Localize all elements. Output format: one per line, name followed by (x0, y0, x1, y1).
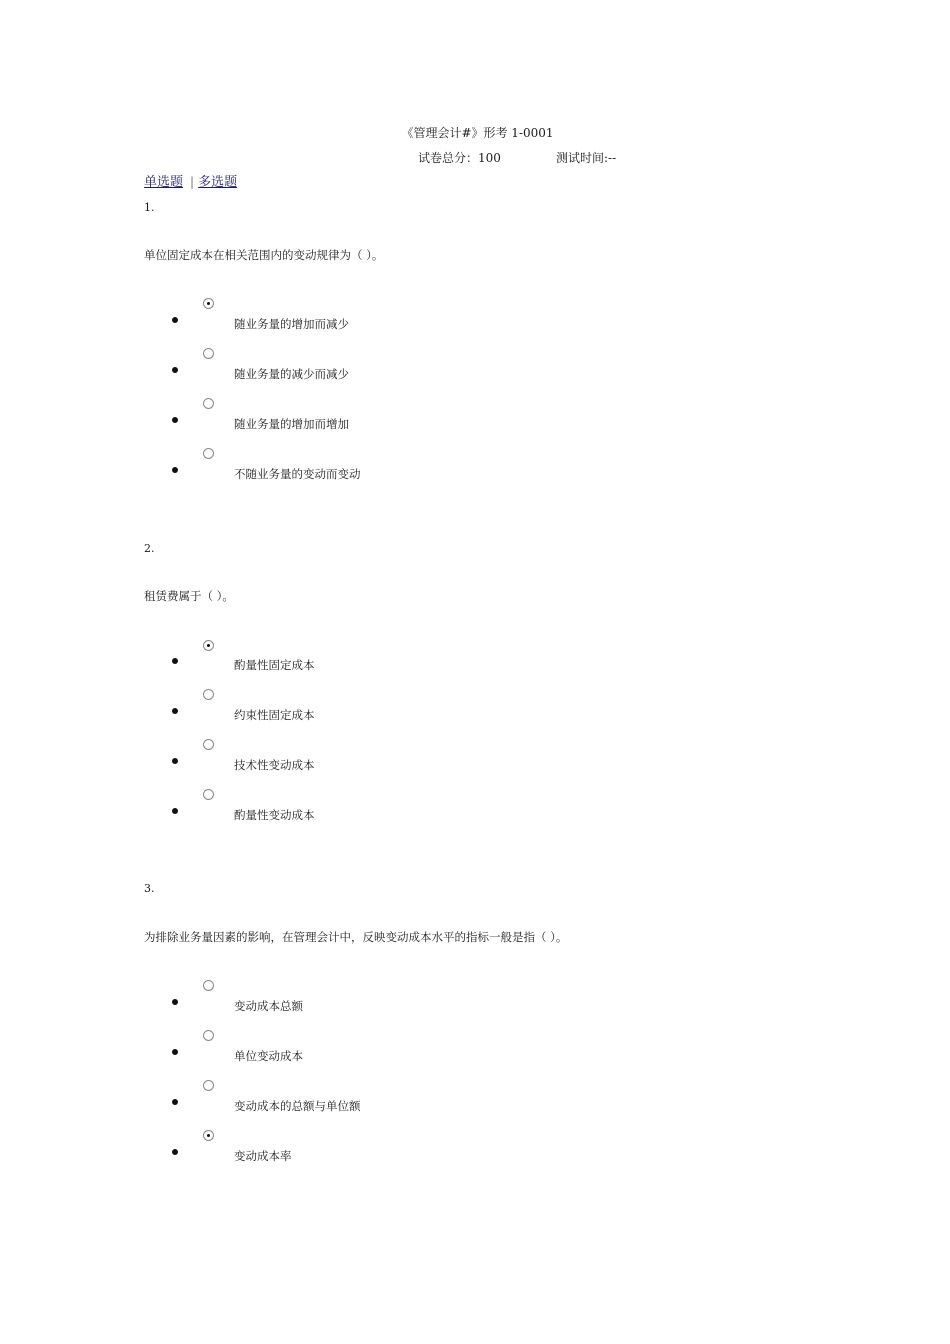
option-radio[interactable] (203, 789, 214, 800)
option-label: 随业务量的增加而增加 (234, 417, 349, 431)
option-radio[interactable] (203, 398, 214, 409)
option-radio[interactable] (203, 1130, 214, 1141)
list-bullet (172, 417, 178, 423)
tab-multiple-choice[interactable]: 多选题 (198, 175, 238, 190)
list-bullet (172, 317, 178, 323)
option-radio[interactable] (203, 348, 214, 359)
option-radio[interactable] (203, 298, 214, 309)
tab-single-choice[interactable]: 单选题 (144, 175, 184, 190)
list-bullet (172, 808, 178, 814)
option-label: 变动成本总额 (234, 999, 303, 1013)
question-text: 单位固定成本在相关范围内的变动规律为（ ）。 (144, 248, 384, 262)
option-radio[interactable] (203, 1080, 214, 1091)
option-radio[interactable] (203, 448, 214, 459)
option-label: 酌量性固定成本 (234, 658, 315, 672)
list-bullet (172, 658, 178, 664)
option-label: 约束性固定成本 (234, 708, 315, 722)
option-label: 变动成本的总额与单位额 (234, 1099, 361, 1113)
list-bullet (172, 367, 178, 373)
option-label: 变动成本率 (234, 1149, 292, 1163)
option-label: 随业务量的减少而减少 (234, 367, 349, 381)
total-score: 试卷总分：100 (418, 151, 501, 165)
option-label: 随业务量的增加而减少 (234, 317, 349, 331)
question-type-tabs (144, 171, 237, 190)
test-time: 测试时间:-- (556, 151, 617, 165)
option-radio[interactable] (203, 1030, 214, 1041)
question-number: 2. (144, 542, 155, 555)
list-bullet (172, 758, 178, 764)
option-label: 酌量性变动成本 (234, 808, 315, 822)
list-bullet (172, 999, 178, 1005)
option-label: 不随业务量的变动而变动 (234, 467, 361, 481)
option-radio[interactable] (203, 689, 214, 700)
question-text: 租赁费属于（ ）。 (144, 589, 234, 603)
option-label: 单位变动成本 (234, 1049, 303, 1063)
question-text: 为排除业务量因素的影响，在管理会计中，反映变动成本水平的指标一般是指（ ）。 (144, 930, 568, 944)
list-bullet (172, 467, 178, 473)
tab-separator: | (190, 175, 195, 189)
question-number: 1. (144, 201, 155, 214)
list-bullet (172, 708, 178, 714)
list-bullet (172, 1049, 178, 1055)
list-bullet (172, 1149, 178, 1155)
option-label: 技术性变动成本 (234, 758, 315, 772)
option-radio[interactable] (203, 980, 214, 991)
page-title: 《管理会计#》形考 1-0001 (401, 126, 554, 140)
list-bullet (172, 1099, 178, 1105)
question-number: 3. (144, 882, 155, 895)
option-radio[interactable] (203, 739, 214, 750)
option-radio[interactable] (203, 640, 214, 651)
